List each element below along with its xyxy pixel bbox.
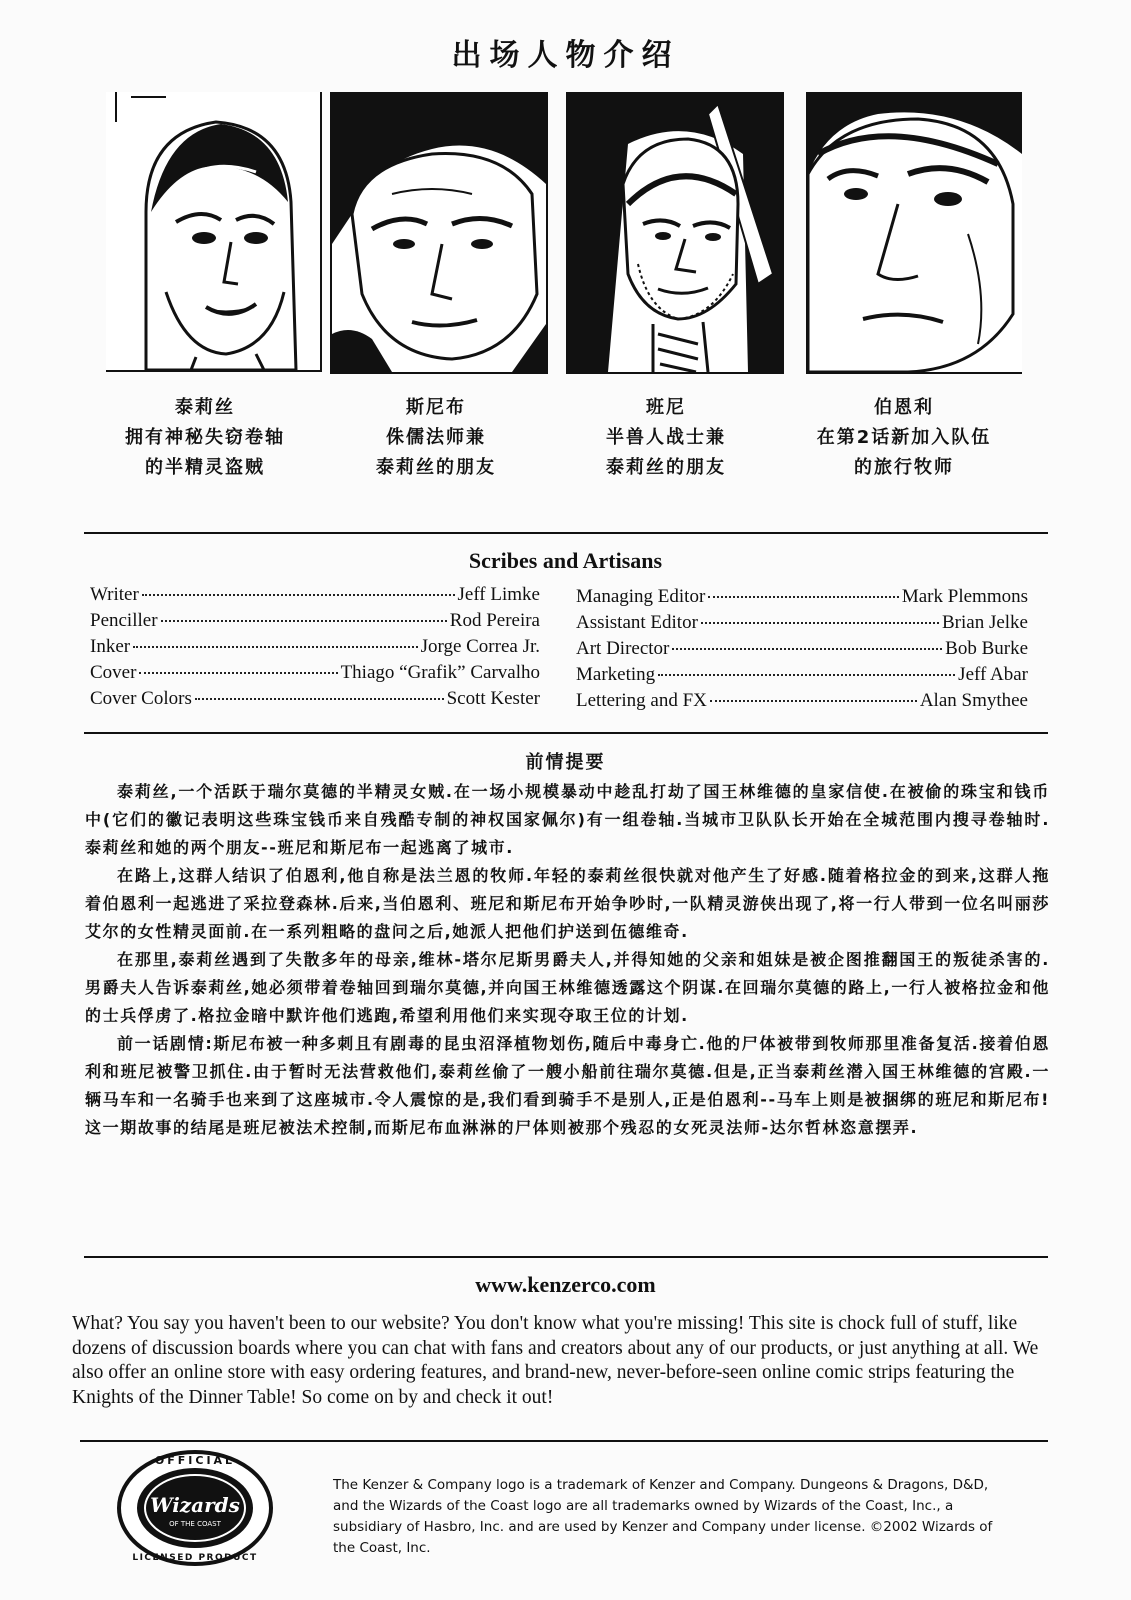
credit-role: Managing Editor: [576, 586, 706, 607]
credit-row: [576, 612, 1028, 638]
female-face-illustration: [106, 92, 320, 370]
credit-role: Writer: [90, 584, 139, 605]
credit-role: Penciller: [90, 610, 158, 631]
credit-name: Jorge Correa Jr.: [420, 636, 540, 657]
portrait-bernley: [806, 92, 1022, 374]
leader-dots: [710, 700, 917, 702]
character-name: 泰莉丝: [175, 397, 235, 418]
leader-dots: [139, 672, 337, 674]
wizards-licensed-logo: [115, 1448, 275, 1568]
credit-name: Thiago “Grafik” Carvalho: [340, 662, 540, 683]
seal-sub-text: OF THE COAST: [169, 1520, 221, 1528]
character-desc-line: 半兽人战士兼: [606, 427, 726, 448]
divider: [84, 532, 1048, 534]
credit-role: Inker: [90, 636, 131, 657]
character-desc-line: 侏儒法师兼: [386, 427, 486, 448]
credit-name: Scott Kester: [446, 688, 540, 709]
credit-role: Assistant Editor: [576, 612, 698, 633]
leader-dots: [701, 622, 939, 624]
summary-paragraph: 泰莉丝,一个活跃于瑞尔莫德的半精灵女贼.在一场小规模暴动中趁乱打劫了国王林维德的皇家信使.在被偷的珠宝和钱币中(它们的徽记表明这些珠宝钱币来自残酷专制的神权国家佩尔)有一组卷轴.当城市卫队队长开始在全城范围内搜寻卷轴时.泰莉丝和她的两个朋友--班尼和斯尼布一起逃离了城市.: [85, 782, 1050, 857]
website-url[interactable]: www.kenzerco.com: [475, 1272, 656, 1297]
character-desc-line: 泰莉丝的朋友: [376, 457, 496, 478]
caption-snib: [306, 393, 566, 483]
credits-left-column: [90, 584, 540, 714]
credit-row: [90, 610, 540, 636]
summary-paragraph: 在路上,这群人结识了伯恩利,他自称是法兰恩的牧师.年轻的泰莉丝很快就对他产生了好感.随着格拉金的到来,这群人拖着伯恩利一起逃进了采拉登森林.后来,当伯恩利、班尼和斯尼布开始争吵时,一队精灵游侠出现了,将一行人带到一位名叫丽莎艾尔的女性精灵面前.在一系列粗略的盘问之后,她派人把他们护送到伍德维奇.: [85, 866, 1050, 941]
leader-dots: [658, 674, 955, 676]
summary-paragraph: 前一话剧情:斯尼布被一种多刺且有剧毒的昆虫沼泽植物划伤,随后中毒身亡.他的尸体被带到牧师那里准备复活.接着伯恩利和班尼被警卫抓住.由于暂时无法营救他们,泰莉丝偷了一艘小船前往瑞尔莫德.但是,正当泰莉丝潜入国王林维德的宫殿.一辆马车和一名骑手也来到了这座城市.令人震惊的是,我们看到骑手不是别人,正是伯恩利--马车上则是被捆绑的班尼和斯尼布!这一期故事的结尾是班尼被法术控制,而斯尼布血淋淋的尸体则被那个残忍的女死灵法师-达尔哲林恣意摆弄.: [85, 1034, 1050, 1137]
credit-row: [576, 638, 1028, 664]
credit-name: Brian Jelke: [941, 612, 1028, 633]
character-desc-line: 拥有神秘失窃卷轴: [125, 427, 285, 448]
credit-role: Art Director: [576, 638, 670, 659]
divider: [80, 1440, 1048, 1442]
credit-row: [90, 636, 540, 662]
character-desc-line: 的旅行牧师: [854, 457, 954, 478]
licensed-product-seal-icon: [115, 1448, 275, 1568]
halforc-face-illustration: [568, 94, 782, 372]
credit-row: [90, 662, 540, 688]
caption-benny: [536, 393, 796, 483]
portrait-row: [0, 92, 1131, 382]
page-title: 出场人物介绍: [451, 38, 680, 73]
credit-role: Marketing: [576, 664, 656, 685]
character-desc-line: 的半精灵盗贼: [145, 457, 265, 478]
legal-notice: The Kenzer & Company logo is a trademark of Kenzer and Company. Dungeons & Dragons, D&D, and the Wizards of the Coast logo are all trademarks owned by Wizards of the Coast, Inc., a subsidiary of Hasbro, Inc. and are used by Kenzer and Company under license. ©2002 Wizards of the Coast, Inc.: [333, 1477, 993, 1556]
character-name: 伯恩利: [874, 397, 934, 418]
character-name: 班尼: [646, 397, 686, 418]
seal-top-text: OFFICIAL: [154, 1454, 236, 1467]
divider: [84, 732, 1048, 734]
leader-dots: [161, 620, 447, 622]
credit-role: Cover Colors: [90, 688, 192, 709]
leader-dots: [708, 596, 899, 598]
character-desc-line: 泰莉丝的朋友: [606, 457, 726, 478]
credit-name: Jeff Abar: [958, 664, 1028, 685]
male-face-illustration: [332, 94, 546, 372]
leader-dots: [133, 646, 417, 648]
credit-name: Mark Plemmons: [901, 586, 1028, 607]
caption-tyris: [75, 393, 335, 483]
portrait-tyris: [106, 92, 322, 372]
divider: [84, 1256, 1048, 1258]
leader-dots: [672, 648, 942, 650]
character-captions: [0, 393, 1131, 483]
credit-row: [90, 688, 540, 714]
credit-role: Cover: [90, 662, 137, 683]
summary-paragraph: 在那里,泰莉丝遇到了失散多年的母亲,维林-塔尔尼斯男爵夫人,并得知她的父亲和姐妹是被企图推翻国王的叛徒杀害的.男爵夫人告诉泰莉丝,她必须带着卷轴回到瑞尔莫德,并向国王林维德透露这个阴谋.在回瑞尔莫德的路上,一行人被格拉金和他的士兵俘虏了.格拉金暗中默许他们逃跑,希望利用他们来实现夺取王位的计划.: [85, 950, 1050, 1025]
credit-name: Jeff Limke: [457, 584, 540, 605]
credits-title: Scribes and Artisans: [468, 548, 663, 573]
credit-row: [576, 664, 1028, 690]
website-blurb: What? You say you haven't been to our website? You don't know what you're missing! This site is chock full of stuff, like dozens of discussion boards where you can chat with fans and creators about any of our products, or just anything at all. We also offer an online store with easy ordering features, and brand-new, never-before-seen online comic strips featuring the Knights of the Dinner Table! So come on by and check it out!: [72, 1313, 1039, 1408]
summary-body: [85, 778, 1050, 1142]
leader-dots: [142, 594, 455, 596]
credit-name: Alan Smythee: [919, 690, 1028, 711]
priest-face-illustration: [808, 94, 1022, 372]
credit-row: [90, 584, 540, 610]
seal-brand-text: Wizards: [150, 1493, 240, 1517]
leader-dots: [195, 698, 444, 700]
credit-role: Lettering and FX: [576, 690, 707, 711]
summary-title: 前情提要: [525, 752, 606, 773]
credit-name: Rod Pereira: [449, 610, 540, 631]
credit-row: [576, 586, 1028, 612]
caption-bernley: [774, 393, 1034, 483]
character-name: 斯尼布: [406, 397, 466, 418]
credit-name: Bob Burke: [945, 638, 1028, 659]
seal-bottom-text: LICENSED PRODUCT: [132, 1553, 258, 1563]
credit-row: [576, 690, 1028, 716]
credits-right-column: [576, 586, 1028, 716]
character-desc-line: 在第2话新加入队伍: [816, 427, 992, 448]
portrait-snib: [330, 92, 548, 374]
portrait-benny: [566, 92, 784, 374]
